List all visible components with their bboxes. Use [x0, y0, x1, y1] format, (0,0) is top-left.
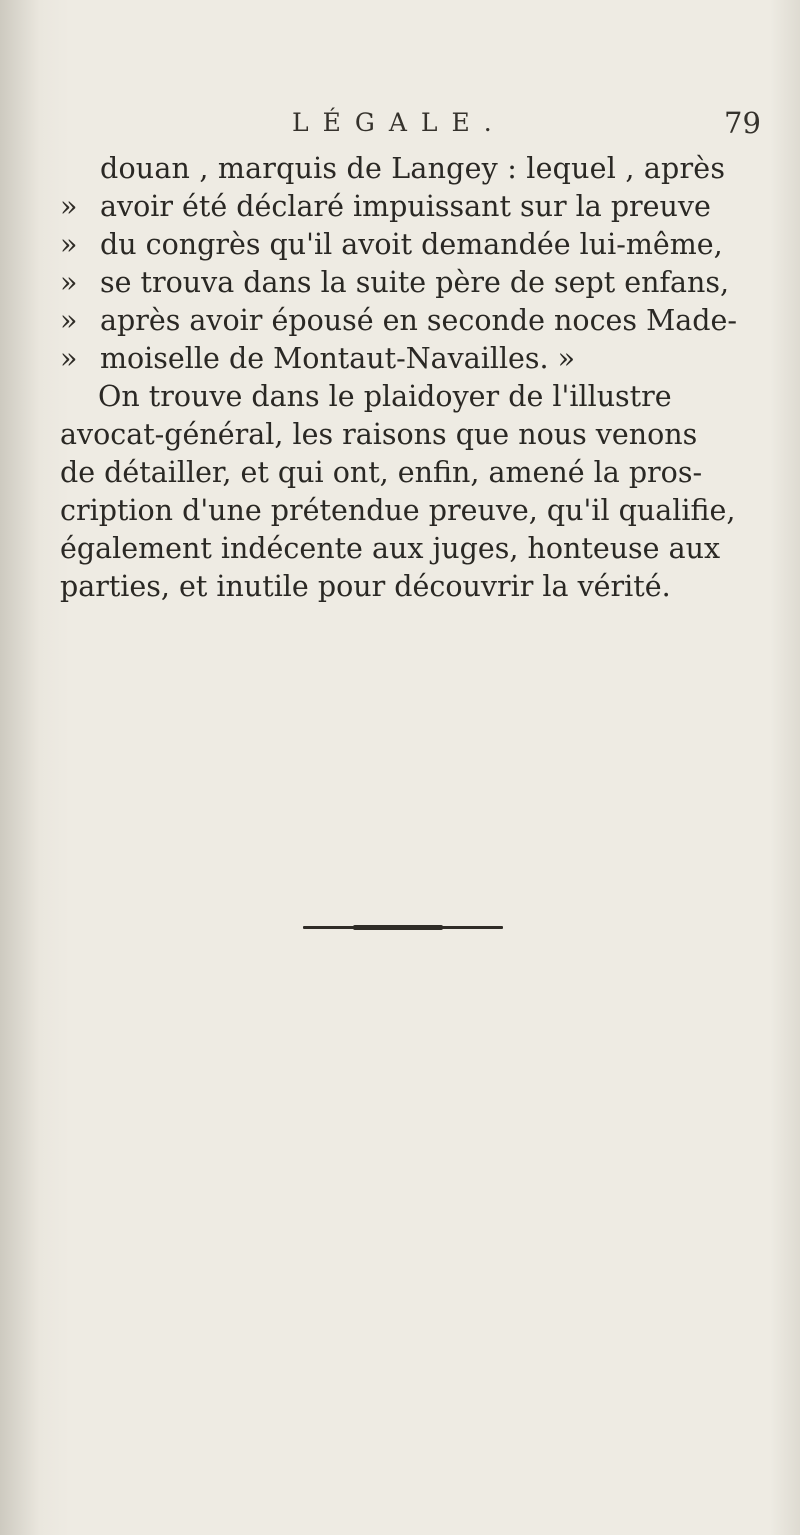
line-text: douan , marquis de Langey : lequel , après: [100, 152, 726, 185]
text-line: [60, 340, 780, 378]
text-line: [60, 226, 780, 264]
text-line: [60, 302, 780, 340]
paragraph-line: parties, et inutile pour découvrir la vérité.: [60, 570, 671, 603]
section-divider-rule: [303, 926, 503, 929]
text-line: [60, 150, 780, 188]
line-text: du congrès qu'il avoit demandée lui-même,: [100, 228, 723, 261]
paragraph-line: également indécente aux juges, honteuse aux: [60, 532, 721, 565]
line-text: avoir été déclaré impuissant sur la preuve: [100, 190, 711, 223]
quote-marker: »: [60, 304, 78, 337]
paragraph-line: On trouve dans le plaidoyer de l'illustre: [98, 380, 672, 413]
paragraph-line: cription d'une prétendue preuve, qu'il qualifie,: [60, 494, 736, 527]
paragraph-line: de détailler, et qui ont, enfin, amené la pros-: [60, 456, 703, 489]
line-text: après avoir épousé en seconde noces Made-: [100, 304, 737, 337]
text-line: [60, 264, 780, 302]
quote-marker: »: [60, 342, 78, 375]
text-line: [60, 188, 780, 226]
quote-marker: »: [60, 228, 78, 261]
quote-marker: »: [60, 190, 78, 223]
line-text: moiselle de Montaut-Navailles. »: [100, 342, 576, 375]
paragraph-line: avocat-général, les raisons que nous venons: [60, 418, 698, 451]
page-number: 79: [724, 106, 761, 140]
line-text: se trouva dans la suite père de sept enfans,: [100, 266, 730, 299]
running-title: LÉGALE.: [292, 108, 506, 137]
page-body: [60, 150, 780, 606]
quote-marker: »: [60, 266, 78, 299]
